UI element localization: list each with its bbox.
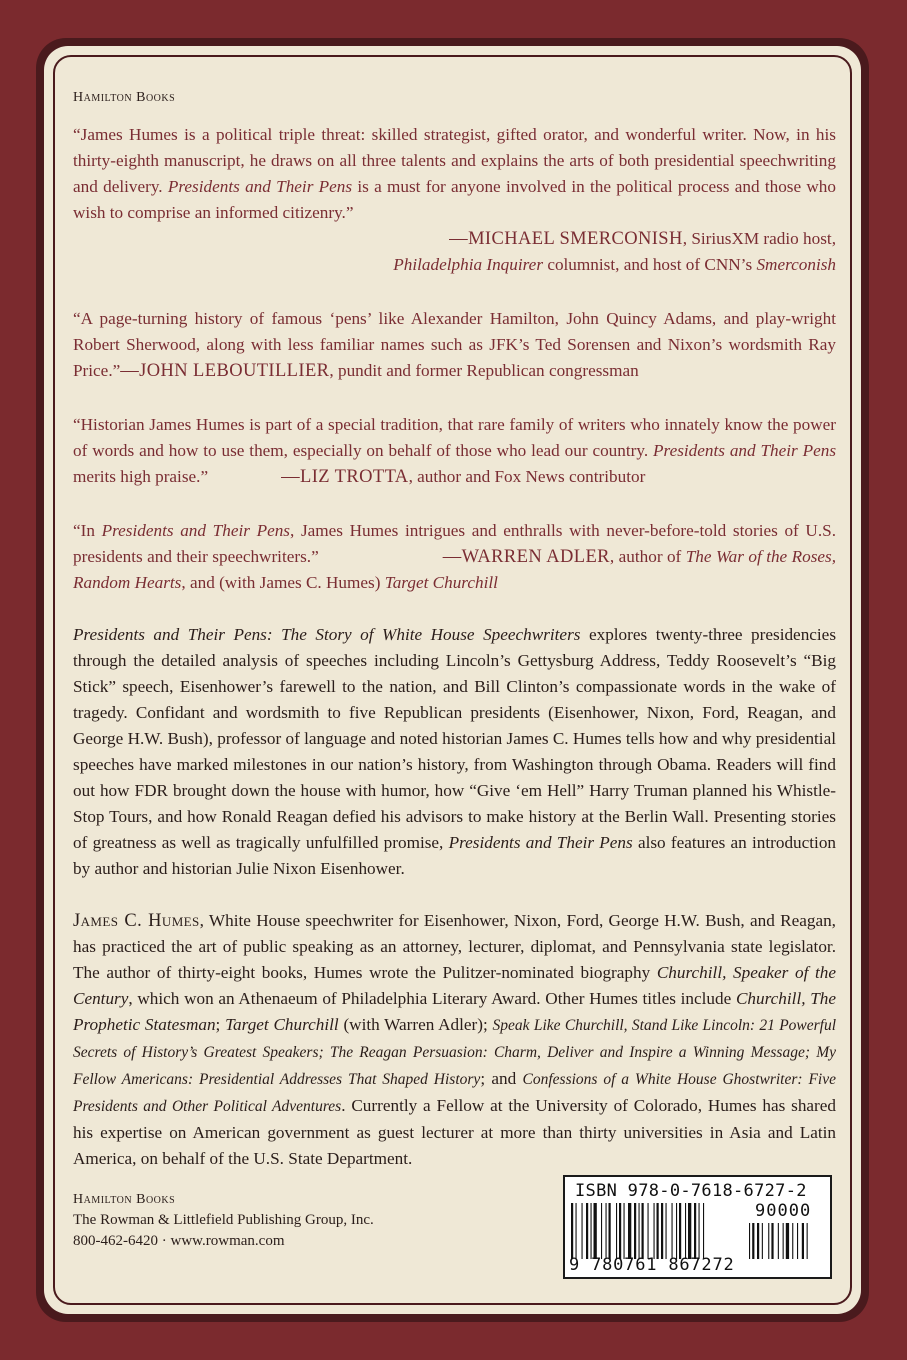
barcode-bar xyxy=(666,1203,667,1259)
barcode-bar xyxy=(619,1203,621,1259)
barcode-bar xyxy=(624,1203,625,1259)
barcode-addon-bar xyxy=(771,1223,773,1259)
back-cover-content xyxy=(73,88,836,1189)
barcode-digits: 9 780761 867272 xyxy=(569,1255,735,1275)
barcode-bar xyxy=(606,1203,607,1259)
blurb-trotta xyxy=(73,412,836,490)
barcode-bar xyxy=(582,1203,583,1259)
barcode-bar xyxy=(639,1203,640,1259)
publisher-contact: 800-462-6420 · www.rowman.com xyxy=(73,1233,285,1249)
author-bio: James C. Humes, White House speechwriter for Eisenhower, Nixon, Ford, George H.W. Bush, and Reagan, has practiced the art of public speaking as an attorney, lecturer, diplomat, and Pennsylvania state legislator. The author of thirty-eight books, Humes wrote the Pulitzer-nominated biography Churchill, Speaker of the Century, which won an Athenaeum of Philadelphia Literary Award. Other Humes titles include Churchill, The Prophetic Statesman; Target Churchill (with Warren Adler); Speak Like Churchill, Stand Like Lincoln: 21 Powerful Secrets of History’s Greatest Speakers; The Reagan Persuasion: Charm, Deliver and Inspire a Winning Message; My Fellow Americans: Presidential Addresses That Shaped History; and Confessions of a White House Ghostwriter: Five Presidents and Other Political Adventures. Currently a Fellow at the University of Colorado, Humes has shared his expertise on American government as guest lecturer at more than thirty universities in Asia and Latin America, on behalf of the U.S. State Department. xyxy=(73,911,837,1168)
blurb-text: “Historian James Humes is part of a special tradition, that rare family of writers who innately know the power of words and how to use them, especially on behalf of those who lead our country. Presidents and Their Pens merits high praise.” —LIZ TROTTA, author and Fox News contributor xyxy=(73,415,837,487)
barcode-bar xyxy=(642,1203,644,1259)
barcode-addon-bar xyxy=(757,1223,759,1259)
barcode-bar xyxy=(648,1203,649,1259)
blurb-smerconish xyxy=(73,122,836,278)
publisher-info xyxy=(73,1190,374,1252)
barcode-bar xyxy=(586,1203,588,1259)
blurb-text: “James Humes is a political triple threat: skilled strategist, gifted orator, and wonderful writer. Now, in his thirty-eighth manuscript, he draws on all three talents and explains the arts of both presidential speechwriting and delivery. Presidents and Their Pens is a must for anyone involved in the political process and those who wish to comprise an informed citizenry.” xyxy=(73,125,836,222)
barcode-addon-bar xyxy=(752,1223,754,1259)
barcode-addon-bar xyxy=(749,1223,750,1259)
blurb-leboutillier xyxy=(73,306,836,384)
barcode-bars-main xyxy=(571,1203,743,1259)
blurb-attribution: —MICHAEL SMERCONISH, SiriusXM radio host, Philadelphia Inquirer columnist, and host of CNN’s Smerconish xyxy=(393,229,836,274)
price-code: 90000 xyxy=(755,1201,812,1221)
barcode-bar xyxy=(676,1203,677,1259)
barcode-addon-bar xyxy=(778,1223,779,1259)
barcode-addon-bar xyxy=(768,1223,769,1259)
barcode-bar xyxy=(657,1203,659,1259)
barcode-bar xyxy=(634,1203,636,1259)
barcode-bar xyxy=(694,1203,696,1259)
barcode-bar xyxy=(576,1203,577,1259)
barcode-addon-bar xyxy=(802,1223,804,1259)
barcode-bar xyxy=(594,1203,597,1259)
barcode-bar xyxy=(703,1203,704,1259)
imprint-bottom: Hamilton Books xyxy=(73,1192,176,1207)
barcode-addon-bar xyxy=(783,1223,784,1259)
blurb-text: “A page-turning history of famous ‘pens’ like Alexander Hamilton, John Quincy Adams, and play-wright Robert Sherwood, along with less familiar names such as JFK’s Ted Sorensen and Nixon’s wordsmith Ray Price.”—JOHN LEBOUTILLIER, pundit and former Republican congressman xyxy=(73,309,836,381)
isbn-barcode xyxy=(563,1175,832,1279)
barcode-bar xyxy=(685,1203,686,1259)
blurb-adler xyxy=(73,518,836,596)
barcode-bar xyxy=(661,1203,663,1259)
barcode-bar xyxy=(601,1203,602,1259)
barcode-bar xyxy=(616,1203,617,1259)
book-description: Presidents and Their Pens: The Story of White House Speechwriters explores twenty-three presidencies through the detailed analysis of speeches including Lincoln’s Gettysburg Address, Teddy Roosevelt’s “Big Stick” speech, Eisenhower’s farewell to the nation, and Bill Clinton’s compassionate words in the wake of tragedy. Confidant and wordsmith to five Republican presidents (Eisenhower, Nixon, Ford, Reagan, and George H.W. Bush), professor of language and noted historian James C. Humes tells how and why presidential speeches have marked milestones in our nation’s history, from Washington through Obama. Readers will find out how FDR brought down the house with humor, how “Give ‘em Hell” Harry Truman planned his Whistle-Stop Tours, and how Ronald Reagan defied his advisors to make history at the Berlin Wall. Presenting stories of greatness as well as tragically unfulfilled promise, Presidents and Their Pens also features an introduction by author and historian Julie Nixon Eisenhower. xyxy=(73,625,837,878)
publisher-name: The Rowman & Littlefield Publishing Group, Inc. xyxy=(73,1212,374,1228)
barcode-bar xyxy=(699,1203,700,1259)
barcode-addon-bar xyxy=(762,1223,763,1259)
barcode-bar xyxy=(571,1203,573,1259)
barcode-addon-bar xyxy=(786,1223,789,1259)
isbn-label: ISBN 978-0-7618-6727-2 xyxy=(575,1181,807,1201)
barcode-bar xyxy=(628,1203,631,1259)
barcode-bars-addon xyxy=(749,1223,825,1259)
blurb-text: “In Presidents and Their Pens, James Humes intrigues and enthralls with never-before-told stories of U.S. presidents and their speechwriters.” —WARREN ADLER, author of The War of the Roses, Random Hearts, and (with James C. Humes) Target Churchill xyxy=(73,521,837,592)
barcode-bar xyxy=(609,1203,611,1259)
barcode-bar xyxy=(688,1203,691,1259)
barcode-bar xyxy=(672,1203,673,1259)
barcode-addon-bar xyxy=(797,1223,798,1259)
barcode-bar xyxy=(591,1203,592,1259)
barcode-addon-bar xyxy=(807,1223,808,1259)
barcode-bar xyxy=(654,1203,655,1259)
imprint-top: Hamilton Books xyxy=(73,90,176,105)
barcode-addon-bar xyxy=(792,1223,793,1259)
barcode-bar xyxy=(679,1203,681,1259)
